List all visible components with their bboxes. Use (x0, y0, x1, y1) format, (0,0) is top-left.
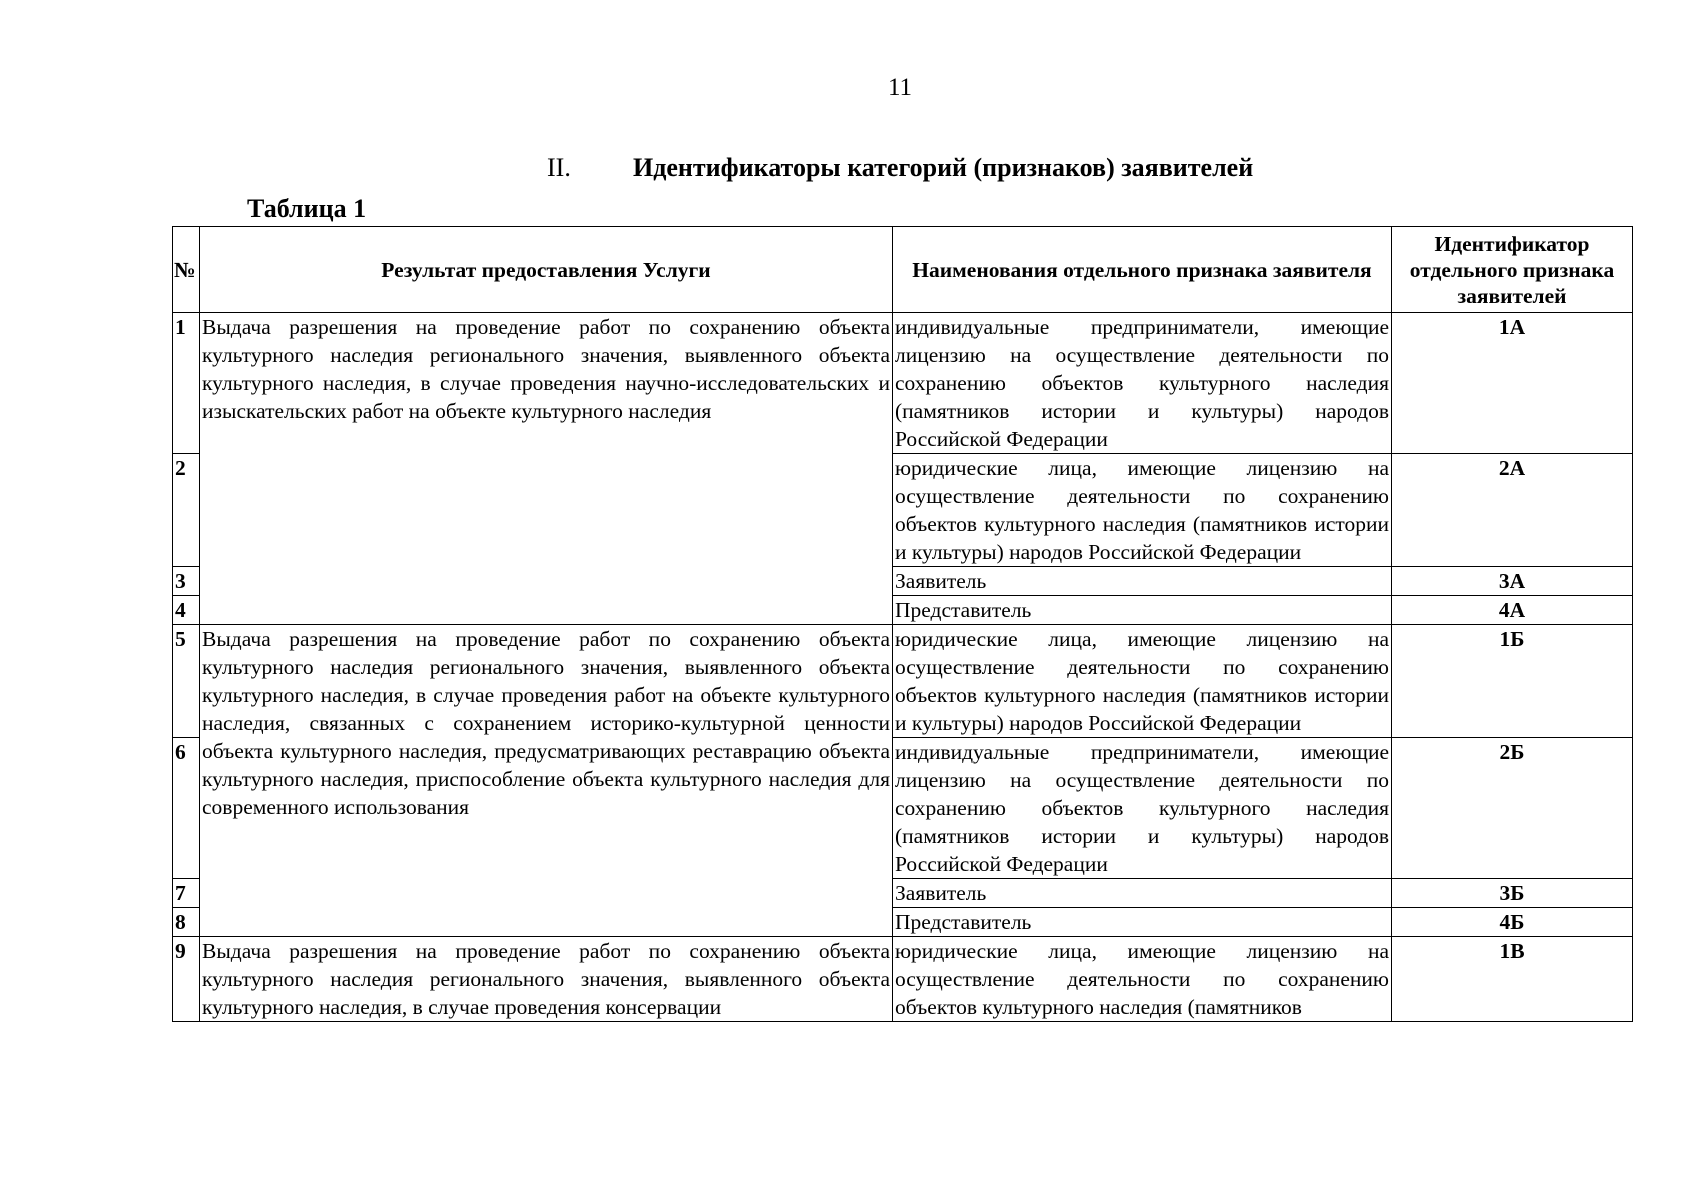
feature-cell: индивидуальные предприниматели, имеющие лицензию на осуществление деятельности по сохранению объектов культурного наследия (памятников истории и культуры) народов Российской Федерации (893, 738, 1392, 879)
header-num: № (173, 227, 200, 313)
identifier-cell: 2А (1392, 454, 1633, 567)
table-row (173, 625, 1633, 738)
row-num: 2 (173, 454, 200, 567)
row-num: 4 (173, 596, 200, 625)
identifier-cell: 1А (1392, 313, 1633, 454)
feature-cell: Заявитель (893, 567, 1392, 596)
identifier-cell: 3Б (1392, 879, 1633, 908)
feature-cell: Заявитель (893, 879, 1392, 908)
section-title: Идентификаторы категорий (признаков) заявителей (633, 153, 1254, 182)
identifier-cell: 1В (1392, 937, 1633, 1022)
feature-cell: юридические лица, имеющие лицензию на осуществление деятельности по сохранению объектов культурного наследия (памятников истории и культуры) народов Российской Федерации (893, 454, 1392, 567)
feature-cell: индивидуальные предприниматели, имеющие лицензию на осуществление деятельности по сохранению объектов культурного наследия (памятников истории и культуры) народов Российской Федерации (893, 313, 1392, 454)
result-cell: Выдача разрешения на проведение работ по сохранению объекта культурного наследия регионального значения, выявленного объекта культурного наследия, в случае проведения научно-исследовательских и изыскательских работ на объекте культурного наследия (200, 313, 893, 625)
identifier-cell: 4А (1392, 596, 1633, 625)
row-num: 8 (173, 908, 200, 937)
row-num: 3 (173, 567, 200, 596)
result-cell: Выдача разрешения на проведение работ по сохранению объекта культурного наследия регионального значения, выявленного объекта культурного наследия, в случае проведения работ на объекте культурного наследия, связанных с сохранением историко-культурной ценности объекта культурного наследия, предусматривающих реставрацию объекта культурного наследия, приспособление объекта культурного наследия для современного использования (200, 625, 893, 937)
header-identifier: Идентификатор отдельного признака заявителей (1392, 227, 1633, 313)
row-num: 1 (173, 313, 200, 454)
feature-cell: Представитель (893, 908, 1392, 937)
header-feature: Наименования отдельного признака заявителя (893, 227, 1392, 313)
table-row (173, 937, 1633, 1022)
section-number: II. (547, 153, 571, 182)
feature-cell: Представитель (893, 596, 1392, 625)
table-row (173, 313, 1633, 454)
feature-cell: юридические лица, имеющие лицензию на осуществление деятельности по сохранению объектов культурного наследия (памятников истории и культуры) народов Российской Федерации (893, 625, 1392, 738)
identifier-cell: 4Б (1392, 908, 1633, 937)
identifier-cell: 2Б (1392, 738, 1633, 879)
applicant-identifiers-table (172, 226, 1633, 1022)
table-header-row (173, 227, 1633, 313)
row-num: 6 (173, 738, 200, 879)
table-caption: Таблица 1 (247, 194, 367, 223)
header-result: Результат предоставления Услуги (200, 227, 893, 313)
feature-cell: юридические лица, имеющие лицензию на осуществление деятельности по сохранению объектов культурного наследия (памятников (893, 937, 1392, 1022)
row-num: 5 (173, 625, 200, 738)
row-num: 7 (173, 879, 200, 908)
row-num: 9 (173, 937, 200, 1022)
result-cell: Выдача разрешения на проведение работ по сохранению объекта культурного наследия регионального значения, выявленного объекта культурного наследия, в случае проведения консервации (200, 937, 893, 1022)
identifier-cell: 1Б (1392, 625, 1633, 738)
page-number: 11 (887, 74, 913, 101)
identifier-cell: 3А (1392, 567, 1633, 596)
